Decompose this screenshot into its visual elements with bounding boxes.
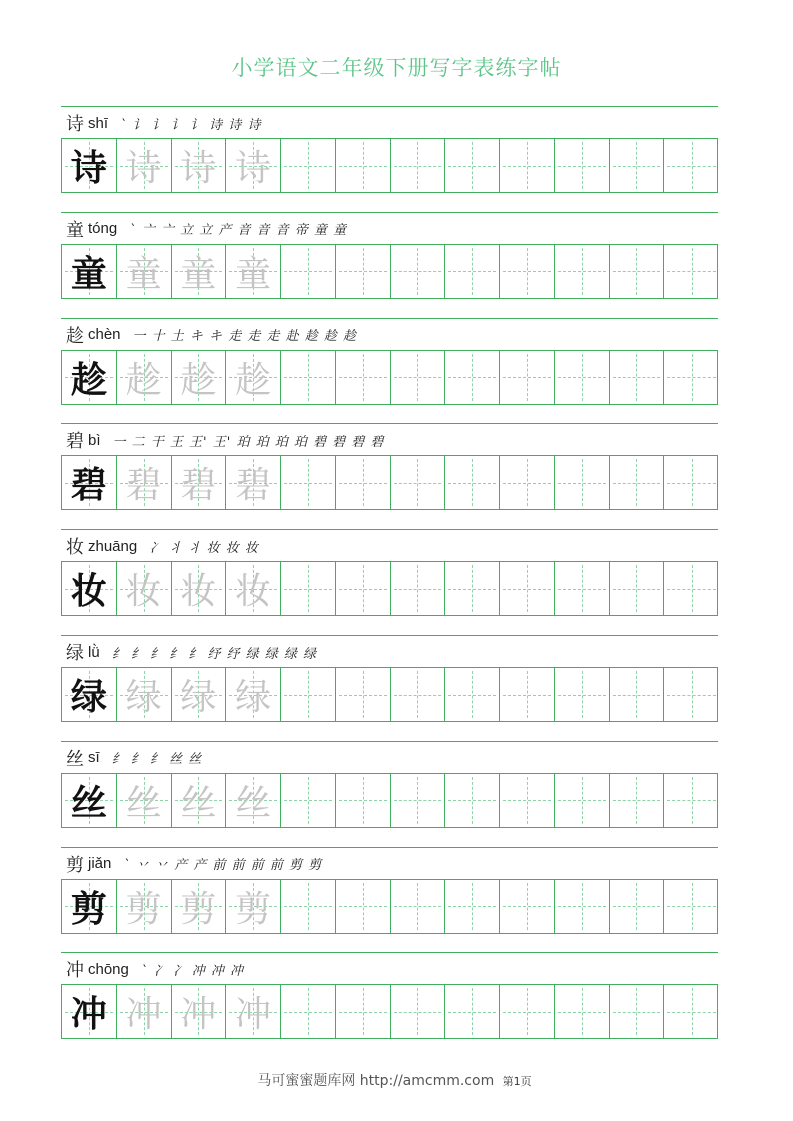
blank-practice-cell[interactable]: [500, 139, 555, 192]
blank-practice-cell[interactable]: [500, 985, 555, 1038]
blank-practice-cell[interactable]: [336, 668, 391, 721]
blank-practice-cell[interactable]: [664, 351, 719, 404]
model-cell: [62, 774, 117, 827]
trace-cell: [172, 139, 227, 192]
trace-character: 诗: [235, 148, 272, 189]
blank-practice-cell[interactable]: [610, 880, 665, 933]
practice-row: [0, 740, 793, 846]
row-divider: [61, 423, 718, 424]
stroke-order: 纟 纟 纟 丝 丝: [111, 752, 203, 768]
practice-row: [0, 105, 793, 211]
blank-practice-cell[interactable]: [500, 245, 555, 298]
row-divider: [61, 952, 718, 953]
pinyin: tóng: [88, 220, 118, 238]
trace-cell: [172, 668, 227, 721]
header-character: 丝: [66, 748, 84, 770]
trace-character: 诗: [180, 148, 217, 189]
blank-practice-cell[interactable]: [281, 456, 336, 509]
trace-cell: [226, 245, 281, 298]
blank-practice-cell[interactable]: [281, 880, 336, 933]
footer-site: 马可蜜蜜题库网 http://amcmm.com: [257, 1073, 495, 1089]
writing-grid: [61, 667, 718, 722]
blank-practice-cell[interactable]: [391, 139, 446, 192]
trace-cell: [172, 245, 227, 298]
trace-cell: [117, 456, 172, 509]
model-character: 剪: [70, 887, 107, 930]
trace-character: 冲: [235, 994, 272, 1036]
practice-row: [0, 317, 793, 423]
blank-practice-cell[interactable]: [445, 668, 500, 721]
row-divider: [61, 529, 718, 530]
blank-practice-cell[interactable]: [500, 456, 555, 509]
trace-cell: [117, 351, 172, 404]
practice-row: [0, 846, 793, 952]
stroke-order: 冫 丬 丬 妆 妆 妆: [149, 540, 259, 556]
blank-practice-cell[interactable]: [391, 985, 446, 1038]
stroke-order: ` 丷 丷 产 产 前 前 前 前 剪 剪: [123, 858, 323, 874]
blank-practice-cell[interactable]: [664, 562, 719, 615]
footer: [0, 1070, 793, 1090]
trace-cell: [117, 668, 172, 721]
model-character: 冲: [70, 993, 107, 1036]
blank-practice-cell[interactable]: [391, 351, 446, 404]
pinyin: jiǎn: [88, 855, 112, 873]
blank-practice-cell[interactable]: [336, 985, 391, 1038]
trace-cell: [226, 139, 281, 192]
blank-practice-cell[interactable]: [610, 139, 665, 192]
blank-practice-cell[interactable]: [336, 456, 391, 509]
page-number: 第1页: [502, 1075, 532, 1088]
blank-practice-cell[interactable]: [391, 774, 446, 827]
blank-practice-cell[interactable]: [281, 139, 336, 192]
model-character: 童: [70, 252, 107, 295]
model-character: 妆: [70, 570, 107, 613]
pinyin: bì: [88, 431, 101, 449]
blank-practice-cell[interactable]: [610, 562, 665, 615]
blank-practice-cell[interactable]: [281, 245, 336, 298]
blank-practice-cell[interactable]: [555, 562, 610, 615]
trace-cell: [172, 562, 227, 615]
row-divider: [61, 741, 718, 742]
trace-cell: [117, 245, 172, 298]
header-character: 冲: [66, 960, 84, 982]
blank-practice-cell[interactable]: [445, 456, 500, 509]
blank-practice-cell[interactable]: [664, 245, 719, 298]
pinyin: shī: [88, 114, 109, 132]
trace-cell: [226, 985, 281, 1038]
model-character: 趁: [70, 358, 107, 401]
trace-character: 绿: [180, 677, 217, 718]
trace-cell: [226, 774, 281, 827]
trace-character: 绿: [125, 677, 162, 718]
blank-practice-cell[interactable]: [555, 139, 610, 192]
blank-practice-cell[interactable]: [555, 668, 610, 721]
model-cell: [62, 456, 117, 509]
practice-row: [0, 211, 793, 317]
stroke-order: ` 亠 亠 立 立 产 音 音 音 帝 童 童: [129, 223, 348, 239]
pinyin: lǜ: [88, 643, 100, 661]
writing-grid: [61, 984, 718, 1039]
writing-grid: [61, 879, 718, 934]
blank-practice-cell[interactable]: [500, 668, 555, 721]
trace-character: 诗: [125, 148, 162, 189]
trace-cell: [117, 985, 172, 1038]
row-header: [66, 110, 716, 136]
trace-cell: [117, 774, 172, 827]
blank-practice-cell[interactable]: [610, 245, 665, 298]
blank-practice-cell[interactable]: [610, 668, 665, 721]
trace-cell: [172, 880, 227, 933]
row-header: [66, 216, 716, 242]
blank-practice-cell[interactable]: [664, 774, 719, 827]
blank-practice-cell[interactable]: [281, 351, 336, 404]
trace-cell: [172, 351, 227, 404]
trace-cell: [226, 351, 281, 404]
trace-cell: [226, 880, 281, 933]
model-cell: [62, 668, 117, 721]
blank-practice-cell[interactable]: [336, 351, 391, 404]
trace-character: 丝: [180, 782, 217, 824]
practice-row: [0, 528, 793, 634]
trace-character: 趁: [180, 359, 217, 401]
blank-practice-cell[interactable]: [281, 774, 336, 827]
header-character: 趁: [66, 325, 84, 347]
trace-cell: [117, 562, 172, 615]
trace-character: 冲: [125, 994, 162, 1036]
trace-character: 绿: [235, 677, 272, 718]
header-character: 剪: [66, 854, 84, 876]
stroke-order: 一 二 干 王 王' 王' 珀 珀 珀 珀 碧 碧 碧 碧: [112, 434, 385, 450]
blank-practice-cell[interactable]: [555, 456, 610, 509]
blank-practice-cell[interactable]: [281, 562, 336, 615]
model-cell: [62, 880, 117, 933]
trace-cell: [226, 456, 281, 509]
model-cell: [62, 985, 117, 1038]
trace-character: 妆: [235, 571, 272, 613]
blank-practice-cell[interactable]: [445, 880, 500, 933]
writing-grid: [61, 350, 718, 405]
writing-grid: [61, 773, 718, 828]
blank-practice-cell[interactable]: [500, 880, 555, 933]
row-header: [66, 427, 716, 453]
trace-character: 童: [235, 253, 272, 295]
practice-row: [0, 951, 793, 1057]
model-cell: [62, 245, 117, 298]
model-character: 绿: [70, 676, 107, 718]
blank-practice-cell[interactable]: [391, 880, 446, 933]
blank-practice-cell[interactable]: [445, 562, 500, 615]
row-header: [66, 745, 716, 771]
stroke-order: ` 讠 讠 讠 讠 诗 诗 诗: [120, 117, 262, 133]
row-header: [66, 322, 716, 348]
blank-practice-cell[interactable]: [336, 880, 391, 933]
blank-practice-cell[interactable]: [664, 139, 719, 192]
blank-practice-cell[interactable]: [610, 774, 665, 827]
blank-practice-cell[interactable]: [610, 456, 665, 509]
blank-practice-cell[interactable]: [336, 774, 391, 827]
blank-practice-cell[interactable]: [500, 774, 555, 827]
row-divider: [61, 106, 718, 107]
trace-character: 冲: [180, 994, 217, 1036]
trace-character: 妆: [180, 571, 217, 613]
blank-practice-cell[interactable]: [391, 245, 446, 298]
model-cell: [62, 562, 117, 615]
blank-practice-cell[interactable]: [664, 668, 719, 721]
stroke-order: 一 十 土 キ キ 走 走 走 赴 趁 趁 趁: [132, 329, 357, 345]
trace-character: 丝: [125, 782, 162, 824]
writing-grid: [61, 455, 718, 510]
trace-cell: [172, 985, 227, 1038]
blank-practice-cell[interactable]: [555, 774, 610, 827]
blank-practice-cell[interactable]: [391, 668, 446, 721]
blank-practice-cell[interactable]: [445, 139, 500, 192]
writing-grid: [61, 561, 718, 616]
trace-cell: [172, 774, 227, 827]
row-divider: [61, 212, 718, 213]
trace-cell: [226, 562, 281, 615]
practice-row: [0, 422, 793, 528]
trace-character: 趁: [235, 359, 272, 401]
blank-practice-cell[interactable]: [664, 456, 719, 509]
row-divider: [61, 318, 718, 319]
practice-row: [0, 634, 793, 740]
writing-grid: [61, 138, 718, 193]
blank-practice-cell[interactable]: [445, 774, 500, 827]
trace-character: 碧: [235, 465, 272, 507]
trace-character: 碧: [125, 465, 162, 507]
model-character: 丝: [70, 781, 107, 824]
trace-character: 剪: [180, 888, 217, 930]
page-title: 小学语文二年级下册写字表练字帖: [231, 56, 562, 80]
blank-practice-cell[interactable]: [664, 985, 719, 1038]
trace-cell: [226, 668, 281, 721]
stroke-order: 纟 纟 纟 纟 纟 纾 纾 绿 绿 绿 绿: [111, 646, 318, 662]
blank-practice-cell[interactable]: [555, 880, 610, 933]
blank-practice-cell[interactable]: [281, 985, 336, 1038]
trace-cell: [117, 139, 172, 192]
blank-practice-cell[interactable]: [610, 985, 665, 1038]
blank-practice-cell[interactable]: [445, 245, 500, 298]
blank-practice-cell[interactable]: [391, 456, 446, 509]
model-character: 碧: [70, 464, 107, 507]
blank-practice-cell[interactable]: [281, 668, 336, 721]
trace-character: 童: [125, 253, 162, 295]
trace-character: 剪: [235, 888, 272, 930]
trace-character: 童: [180, 253, 217, 295]
row-header: [66, 956, 716, 982]
blank-practice-cell[interactable]: [336, 139, 391, 192]
header-character: 碧: [66, 431, 84, 453]
blank-practice-cell[interactable]: [500, 351, 555, 404]
blank-practice-cell[interactable]: [555, 351, 610, 404]
trace-character: 剪: [125, 888, 162, 930]
header-character: 妆: [66, 537, 84, 559]
blank-practice-cell[interactable]: [336, 245, 391, 298]
row-header: [66, 851, 716, 877]
blank-practice-cell[interactable]: [445, 985, 500, 1038]
trace-character: 碧: [180, 465, 217, 507]
writing-grid: [61, 244, 718, 299]
row-header: [66, 533, 716, 559]
trace-character: 丝: [235, 782, 272, 824]
blank-practice-cell[interactable]: [336, 562, 391, 615]
row-divider: [61, 847, 718, 848]
model-cell: [62, 139, 117, 192]
model-character: 诗: [70, 147, 107, 189]
row-divider: [61, 635, 718, 636]
blank-practice-cell[interactable]: [500, 562, 555, 615]
blank-practice-cell[interactable]: [555, 985, 610, 1038]
blank-practice-cell[interactable]: [445, 351, 500, 404]
header-character: 童: [66, 219, 84, 241]
row-header: [66, 639, 716, 665]
trace-character: 趁: [125, 359, 162, 401]
blank-practice-cell[interactable]: [664, 880, 719, 933]
trace-cell: [117, 880, 172, 933]
pinyin: chèn: [88, 326, 121, 344]
stroke-order: ` 冫 冫 冲 冲 冲: [140, 963, 245, 979]
header-character: 绿: [66, 643, 84, 664]
pinyin: zhuāng: [88, 537, 138, 555]
header-character: 诗: [66, 114, 84, 135]
model-cell: [62, 351, 117, 404]
trace-cell: [172, 456, 227, 509]
blank-practice-cell[interactable]: [610, 351, 665, 404]
blank-practice-cell[interactable]: [555, 245, 610, 298]
trace-character: 妆: [125, 571, 162, 613]
pinyin: chōng: [88, 960, 129, 978]
pinyin: sī: [88, 749, 100, 767]
blank-practice-cell[interactable]: [391, 562, 446, 615]
